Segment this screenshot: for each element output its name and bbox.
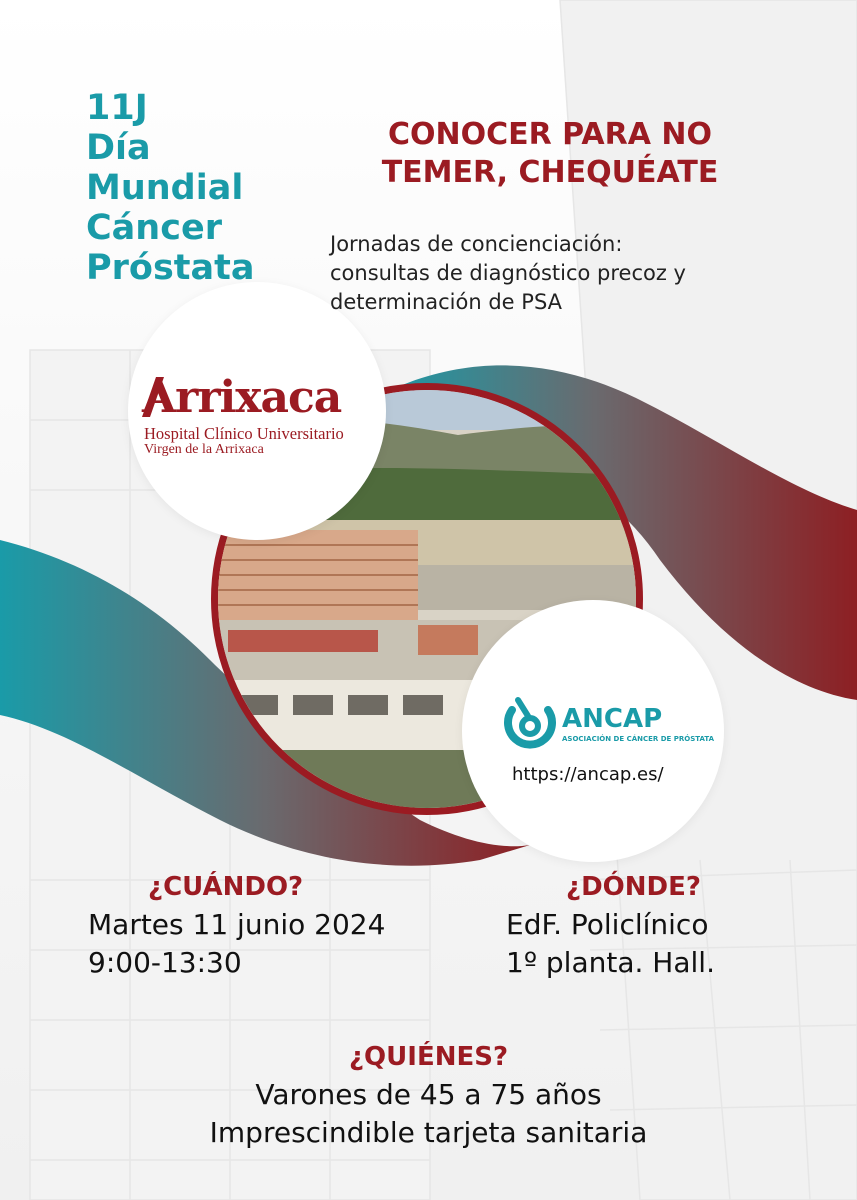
- where-building: EdF. Policlínico: [506, 908, 709, 941]
- subtitle-line-3: determinación de PSA: [330, 290, 563, 314]
- ancap-url-link[interactable]: https://ancap.es/: [512, 764, 664, 785]
- where-details: [506, 906, 715, 982]
- event-title-line: Cáncer: [86, 208, 222, 248]
- arrixaca-logo: [128, 282, 386, 540]
- who-heading: ¿QUIÉNES?: [348, 1042, 509, 1072]
- who-line-2: Imprescindible tarjeta sanitaria: [209, 1116, 648, 1149]
- headline-line-1: CONOCER PARA NO: [387, 117, 712, 152]
- event-title-line: Día: [86, 128, 151, 168]
- who-line-1: Varones de 45 a 75 años: [255, 1078, 602, 1111]
- headline: [330, 116, 770, 192]
- arrixaca-subtitle-1: Hospital Clínico Universitario: [144, 424, 344, 443]
- when-date: Martes 11 junio 2024: [88, 908, 386, 941]
- who-details: [0, 1076, 857, 1152]
- headline-line-2: TEMER, CHEQUÉATE: [381, 155, 719, 190]
- where-heading: ¿DÓNDE?: [566, 872, 701, 902]
- when-details: [88, 906, 385, 982]
- arrixaca-subtitle-2: Virgen de la Arrixaca: [144, 442, 264, 457]
- ancap-subtitle: ASOCIACIÓN DE CÁNCER DE PRÓSTATA: [562, 735, 715, 743]
- subtitle-line-2: consultas de diagnóstico precoz y: [330, 261, 686, 285]
- ancap-name: ANCAP: [562, 704, 663, 734]
- subtitle: [330, 230, 810, 317]
- when-heading: ¿CUÁNDO?: [148, 872, 304, 902]
- ancap-logo: [462, 600, 724, 862]
- event-title-line: Mundial: [86, 168, 244, 208]
- arrixaca-name: Arrixaca: [142, 372, 342, 423]
- when-time: 9:00-13:30: [88, 946, 242, 979]
- event-title-line: 11J: [86, 88, 148, 128]
- ancap-symbol-icon: [502, 696, 558, 754]
- event-title-line: Próstata: [86, 248, 255, 288]
- subtitle-line-1: Jornadas de concienciación:: [330, 232, 623, 256]
- where-floor: 1º planta. Hall.: [506, 946, 715, 979]
- event-title: [86, 88, 255, 288]
